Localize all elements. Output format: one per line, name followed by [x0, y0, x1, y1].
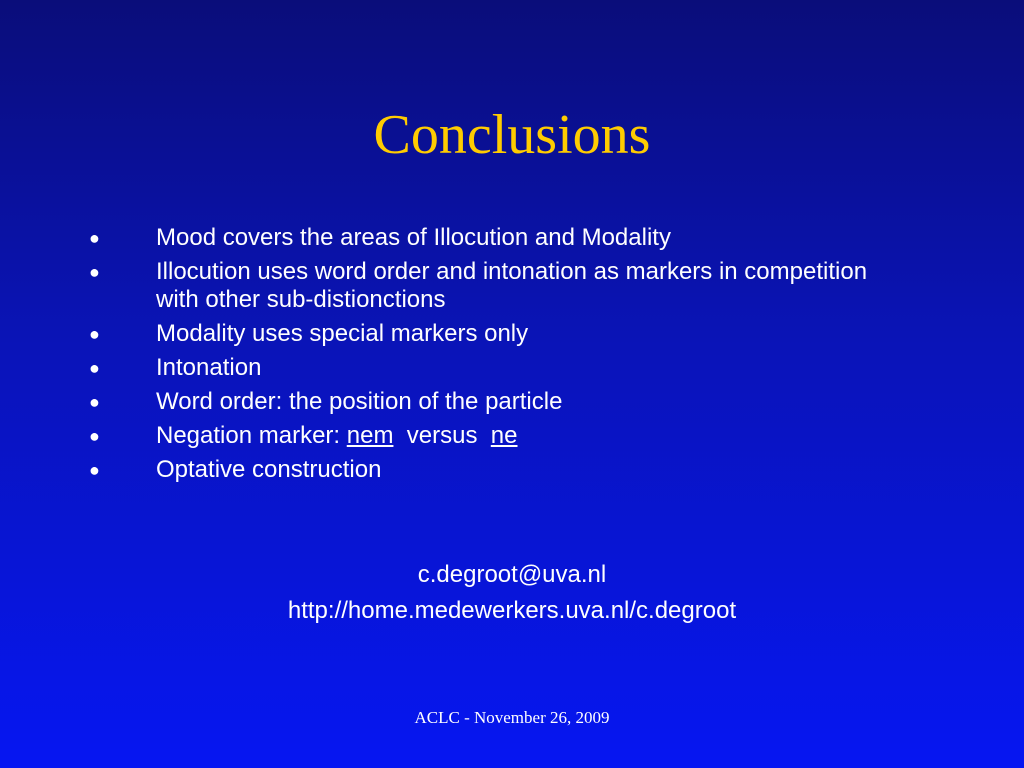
slide-title: Conclusions: [373, 104, 651, 166]
bullet-item-optative: [86, 456, 886, 484]
slide-footer: ACLC - November 26, 2009: [414, 708, 610, 727]
bullet-icon: ●: [89, 358, 100, 378]
bullet-item-mood: [86, 224, 886, 252]
term-nem: nem: [346, 422, 394, 449]
bullet-text: Word order: the position of the particle: [156, 388, 563, 415]
bullet-icon: ●: [89, 392, 100, 412]
bullet-item-word-order: [86, 388, 886, 416]
contact-email: c.degroot@uva.nl: [417, 561, 607, 588]
bullet-list: [86, 224, 886, 490]
bullet-text: Modality uses special markers only: [156, 320, 529, 347]
bullet-item-intonation: [86, 354, 886, 382]
bullet-text: Mood covers the areas of Illocution and Modality: [156, 224, 671, 251]
bullet-icon: ●: [89, 426, 100, 446]
bullet-item-illocution: [86, 258, 886, 314]
bullet-text: Illocution uses word order and intonation as markers in competition with other sub-distionctions: [156, 258, 868, 313]
bullet-icon: ●: [89, 460, 100, 480]
term-ne: ne: [490, 422, 518, 449]
bullet-text: Intonation: [156, 354, 262, 381]
negation-prefix: Negation marker:: [156, 422, 347, 449]
bullet-icon: ●: [89, 324, 100, 344]
bullet-item-modality: [86, 320, 886, 348]
bullet-item-negation: [86, 422, 886, 450]
bullet-icon: ●: [89, 262, 100, 282]
bullet-text: [156, 422, 518, 449]
contact-block: [0, 557, 1024, 629]
bullet-text: Optative construction: [156, 456, 382, 483]
contact-url: http://home.medewerkers.uva.nl/c.degroot: [287, 597, 737, 624]
bullet-icon: ●: [89, 228, 100, 248]
negation-middle: versus: [393, 422, 491, 449]
